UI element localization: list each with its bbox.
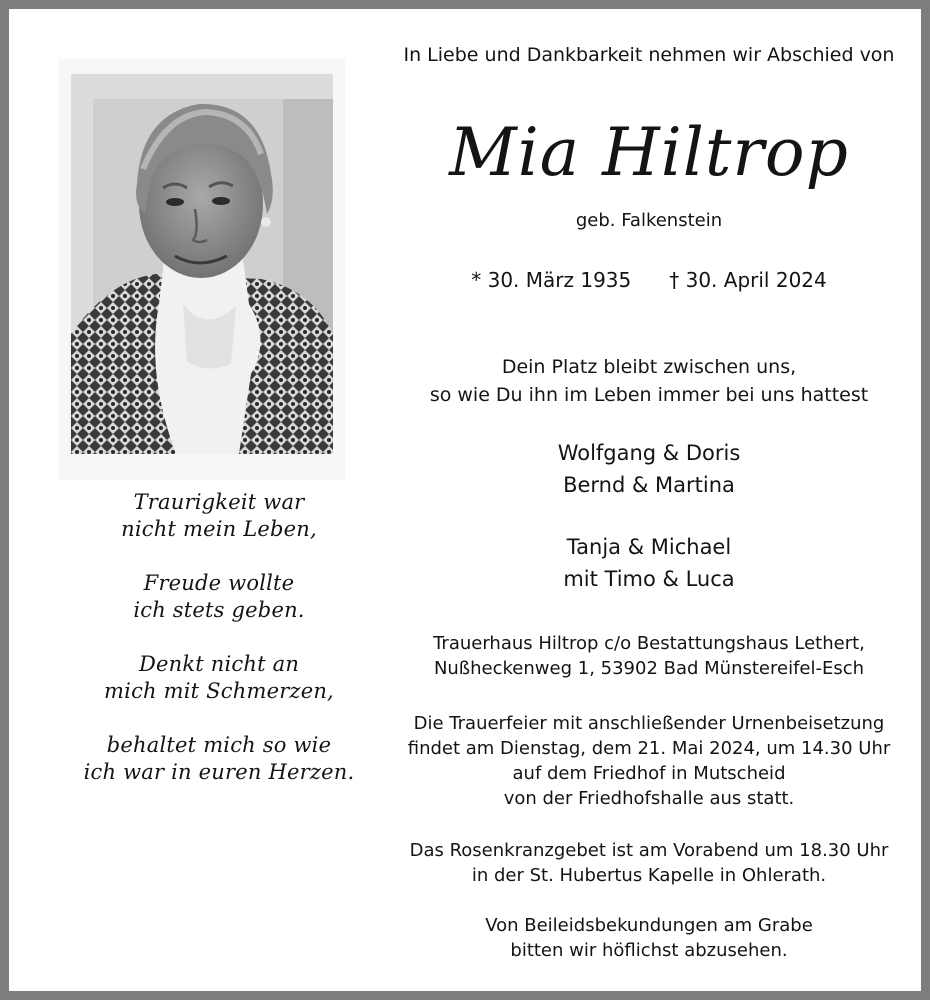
poem-line: Freude wollte [143, 571, 295, 595]
poem-stanza [49, 489, 389, 543]
poem-stanza [49, 732, 389, 786]
condolence-line: bitten wir höflichst abzusehen. [510, 940, 788, 961]
rosary-prayer-info [389, 838, 909, 888]
portrait-frame [59, 59, 345, 480]
motto-line: so wie Du ihn im Leben immer bei uns hattest [429, 384, 869, 406]
poem-line: ich war in euren Herzen. [83, 760, 355, 784]
mourning-house-address [389, 631, 909, 681]
family-names [389, 437, 909, 625]
family-line: Wolfgang & Doris [557, 441, 741, 465]
poem-line: Traurigkeit war [133, 490, 305, 514]
death-date: † 30. April 2024 [669, 268, 827, 292]
poem-line: Denkt nicht an [138, 652, 300, 676]
family-line: Tanja & Michael [566, 535, 732, 559]
intro-text: In Liebe und Dankbarkeit nehmen wir Abschied von [403, 44, 895, 66]
poem-line: ich stets geben. [133, 598, 305, 622]
address-line: Nußheckenweg 1, 53902 Bad Münstereifel-Esch [433, 658, 865, 679]
ceremony-line: Die Trauerfeier mit anschließender Urnenbeisetzung [413, 713, 885, 734]
deceased-name: Mia Hiltrop [449, 114, 849, 191]
motto-line: Dein Platz bleibt zwischen uns, [501, 356, 797, 378]
family-group [389, 437, 909, 501]
condolence-note [389, 913, 909, 963]
rosary-line: Das Rosenkranzgebet ist am Vorabend um 18.30 Uhr [409, 840, 889, 861]
birth-date: * 30. März 1935 [471, 268, 632, 292]
ceremony-line: auf dem Friedhof in Mutscheid [512, 763, 786, 784]
funeral-ceremony-info [389, 711, 909, 811]
ceremony-line: findet am Dienstag, dem 21. Mai 2024, um 14.30 Uhr [407, 738, 891, 759]
family-group [389, 531, 909, 595]
poem-line: mich mit Schmerzen, [104, 679, 334, 703]
portrait-illustration [71, 74, 333, 454]
motto [389, 353, 909, 409]
life-dates [389, 265, 909, 295]
ceremony-line: von der Friedhofshalle aus statt. [503, 788, 795, 809]
poem [49, 489, 389, 813]
poem-line: nicht mein Leben, [121, 517, 317, 541]
poem-stanza [49, 651, 389, 705]
family-line: mit Timo & Luca [563, 567, 735, 591]
portrait-photo [71, 74, 333, 454]
condolence-line: Von Beileidsbekundungen am Grabe [485, 915, 813, 936]
poem-line: behaltet mich so wie [106, 733, 332, 757]
poem-stanza [49, 570, 389, 624]
rosary-line: in der St. Hubertus Kapelle in Ohlerath. [471, 865, 827, 886]
address-line: Trauerhaus Hiltrop c/o Bestattungshaus Lethert, [433, 633, 865, 654]
family-line: Bernd & Martina [563, 473, 735, 497]
birth-name: geb. Falkenstein [575, 210, 723, 231]
